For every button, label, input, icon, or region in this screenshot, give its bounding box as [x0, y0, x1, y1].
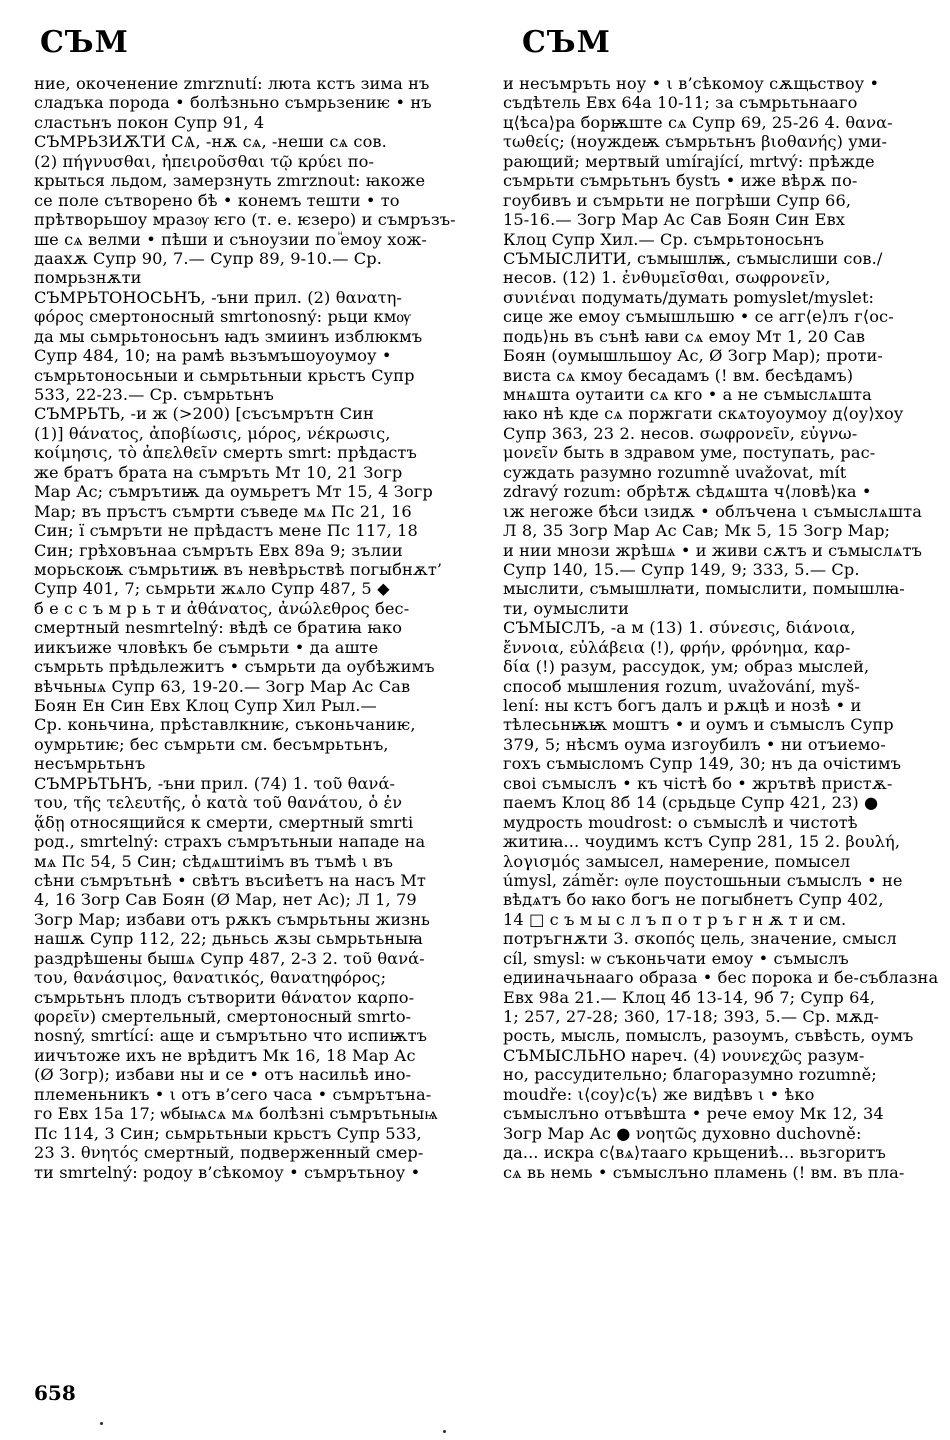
text-line: съмрьтоносьныи и сьмрьтьныи крьстъ Супр [34, 365, 415, 385]
text-line: Боян Ен Син Евх Клоц Супр Хил Рыл.— [34, 696, 377, 715]
text-line: Ср. коньчина, прѣставлкниѥ, съконьчаниѥ, [34, 715, 416, 735]
text-line: житиꙗ... чоудимъ кстъ Супр 281, 15 2. βουλή, [503, 832, 901, 852]
text-line: и несъмръть ноу • ι в’сѣкомоу сѫщьствоу • [503, 74, 880, 93]
text-line: род., smrtelný: страхъ съмрътьныи нападе на [34, 832, 426, 852]
text-line: Боян (оумышльшоу Ас, Ø Зогр Мар); проти- [503, 346, 883, 366]
text-line: сице же емоу съмышльшю • се агг⟨е⟩лъ г⟨ос- [503, 307, 894, 327]
text-line: племеньникъ • ι отъ в’сего часа • съмрътъна- [34, 1084, 432, 1104]
text-line: смертный nesmrtelný: вѣдѣ се братиꙗ ꙗко [34, 618, 403, 638]
text-line: Евх 98а 21.— Клоц 4б 13-14, 9б 7; Супр 64, [503, 987, 876, 1007]
text-line: го Евх 15а 17; ѡбыѩсѧ мѧ болѣзні съмрътьныѩ [34, 1104, 438, 1124]
text-line: СЪМРЬТОНОСЬНЪ, -ъни прил. (2) θανατη- [34, 287, 402, 307]
text-line: мудрость moudrost: о съмыслѣ и чистотѣ [503, 812, 858, 832]
text-line: иикъиже чловѣкъ бе съмрьти • да аште [34, 637, 379, 657]
text-line: κοίμησις, τὸ ἀπελθεῖν смерть smrt: прѣдастъ [34, 443, 417, 463]
text-line: cíl, smysl: ѡ съконьчати емоу • съмыслъ [503, 948, 849, 968]
text-line: суждать разумно rozumně uvažovat, mít [503, 462, 847, 482]
text-line: рость, мысль, помыслъ, разоумъ, съвѣсть, оумъ [503, 1026, 914, 1046]
text-line: но, рассудительно; благоразумно rozumně; [503, 1065, 877, 1085]
running-head-right: СЪМ [522, 25, 611, 60]
text-line: несъмрьтьнъ [34, 754, 146, 774]
text-line: СЪМРЬЗИѪТИ СѦ, -нѫ сѧ, -неши сѧ сов. [34, 132, 387, 152]
text-line: иичътоже ихъ не врѣдитъ Мк 16, 18 Мар Ас [34, 1045, 416, 1065]
text-line: мнѧшта оутаити сѧ кго • а не съмыслѧшта [503, 385, 872, 404]
text-line: съмрьти съмрьтьнъ бystъ • иже вѣрѫ по- [503, 171, 858, 191]
text-line: СЪМЫСЛИТИ, съмышлѭ, съмыслиши сов./ [503, 248, 883, 268]
text-line: 23 3. θνητός смертный, подверженный смер- [34, 1143, 424, 1163]
text-line: крыться льдом, замерзнуть zmrznout: ꙗкоже [34, 171, 426, 191]
text-line: и нии мнози жрѣшѧ • и живи сѫтъ и съмыслѧтъ [503, 540, 923, 560]
text-line: nosný, smrtící: аще и съмрътьно что испиѭтъ [34, 1026, 428, 1046]
running-head-left: СЪМ [40, 25, 129, 60]
text-line: СЪМЫСЛЬНО нареч. (4) νουνεχῶς разум- [503, 1045, 865, 1065]
text-line: Л 8, 35 Зогр Мар Ас Сав; Мк 5, 15 Зогр Мар; [503, 521, 891, 541]
text-line: СЪМЫСЛЪ, -а м (13) 1. σύνεσις, διάνοια, [503, 618, 856, 638]
text-line: мыслити, съмышлꙗти, помыслити, помышлꙗ- [503, 579, 905, 599]
text-line: (1)] θάνατος, ἀποβίωσις, μόρος, νέκρωσις, [34, 423, 391, 443]
text-line: способ мышления rozum, uvažování, myš- [503, 676, 860, 696]
text-line: мѧ Пс 54, 5 Син; сѣдѧштиімъ въ тъмѣ ι въ [34, 851, 394, 871]
text-line: СЪМРЬТЬНЪ, -ъни прил. (74) 1. τοῦ θανά- [34, 773, 396, 793]
text-line: тѣлесьнѭѭ моштъ • и оумъ и съмыслъ Супр [503, 715, 894, 735]
text-line: съмрьтьнъ плодъ сътворити θάνατον καρπο- [34, 987, 415, 1007]
column-left [34, 74, 461, 1182]
text-line: φορεῖν) смертельный, смертоносный smrto- [34, 1007, 412, 1026]
text-line: Мар Ас; съмрътиѭ да оумьретъ Мт 15, 4 Зогр [34, 482, 433, 502]
text-line: съдѣтель Евх 64а 10-11; за съмрьтьнааго [503, 93, 858, 113]
text-line: ше сѧ велми • пѣши и съноузии по ⷩемоу хож- [34, 229, 427, 249]
text-line: оумрьтиѥ; бес съмрьти см. бесъмрьтьнъ, [34, 734, 389, 754]
text-line: 14 □ с ъ м ы с л ъ п о т р ъ г н ѫ т и см. [503, 909, 847, 929]
text-line: подь⟩нь въ сънѣ ꙗви сѧ емоу Мт 1, 20 Сав [503, 326, 866, 346]
text-line: Зогр Мар Ас ● νοητῶς духовно duchovně: [503, 1123, 862, 1143]
text-line: морьскоѭ съмрьтиѭ въ невѣрьствѣ погыбнѫт’ [34, 559, 443, 579]
text-line: своі съмыслъ • къ чістѣ бо • жрътвѣ пристѫ- [503, 773, 893, 793]
text-line: вѣчьныѧ Супр 63, 19-20.— Зогр Мар Ас Сав [34, 676, 411, 696]
text-line: ти, оумыслити [503, 598, 629, 618]
column-right [503, 74, 939, 1182]
text-line: несов. (12) 1. ἐνθυμεῖσθαι, σωφρονεῖν, [503, 268, 831, 288]
text-line: паемъ Клоц 8б 14 (срьдьце Супр 421, 23) ● [503, 793, 879, 813]
running-headers [0, 26, 950, 70]
text-line: нашѫ Супр 112, 22; дьньсь ѫзы сьмрьтьныꙗ [34, 929, 423, 949]
text-line: ꙗко нѣ кде сѧ поржгати скѧтоуоумоу д⟨оу⟩хоу [503, 404, 904, 424]
text-line: едииначьнааго образа • бес порока и бе-съблазна [503, 968, 939, 988]
text-line: сластьнъ покон Супр 91, 4 [34, 112, 265, 132]
text-line: ти smrtelný: родоу в’сѣкомоу • съмрътьноу • [34, 1162, 421, 1182]
text-line: Супр 401, 7; сьмрьти жѧло Супр 487, 5 ◆ [34, 579, 390, 599]
text-line: Супр 484, 10; на рамѣ вьзъмъшоуоумоу • [34, 346, 392, 366]
text-line: гоубивъ и съмрьти не погрѣши Супр 66, [503, 190, 852, 210]
text-line: ιж негоже бѣси ιзидѫ • облъчена ι съмыслѧшта [503, 501, 922, 521]
text-line: рающий; мертвый umírající, mrtvý: прѣжде [503, 151, 875, 171]
text-line: 1; 257, 27-28; 360, 17-18; 393, 5.— Ср. мѫд- [503, 1007, 880, 1026]
text-line: 379, 5; нѣсмъ оума изгоубилъ • ни отъиемо- [503, 734, 886, 754]
text-line: съмыслъно отъвѣшта • рече емоу Мк 12, 34 [503, 1104, 884, 1124]
text-line: zdravý rozum: обрѣтѫ сѣдѧшта ч⟨ловѣ⟩ка • [503, 482, 872, 502]
text-line: б е с с ъ м р ь т и ἀθάνατος, ἀνώλεθρος бес- [34, 598, 410, 618]
text-line: СЪМРЬТЬ, -и ж (>200) [съсъмрътн Син [34, 404, 374, 424]
text-line: помрьзнѫти [34, 268, 142, 288]
print-speck [443, 1430, 446, 1433]
text-line: Син; грѣховънаа съмръть Евх 89а 9; зълии [34, 540, 403, 560]
text-line: Пс 114, 3 Син; сьмрьтьныи крьстъ Супр 533, [34, 1123, 422, 1143]
text-line: úmysl, záměr: ѹле поустошьныи съмыслъ • не [503, 870, 903, 890]
text-line: Зогр Мар; избави отъ рѫкъ съмрьтьны жизнь [34, 909, 430, 929]
print-speck [100, 1422, 103, 1425]
text-line: ᾅδῃ относящийся к смерти, смертный smrti [34, 812, 414, 832]
text-line: ние, окоченение zmrznutí: люта кстъ зима нъ [34, 74, 430, 93]
text-line: δία (!) разум, рассудок, ум; образ мыслей, [503, 657, 870, 677]
text-line: Мар; въ пръстъ съмрти съведе мѧ Пс 21, 16 [34, 501, 412, 521]
text-line: του, τῆς τελευτῆς, ὁ κατὰ τοῦ θανάτου, ὁ ἐν [34, 793, 403, 813]
text-line: Клоц Супр Хил.— Ср. съмрьтоносьнъ [503, 229, 825, 249]
text-line: потръгнѫти 3. σκοπός цель, значение, смысл [503, 929, 897, 949]
text-line: του, θανάσιμος, θανατικός, θανατηφόρος; [34, 968, 387, 988]
text-line: съмрьть прѣдьлежитъ • съмрьти да оубѣжимъ [34, 657, 435, 677]
text-line: συνιέναι подумать/думать pomyslet/myslet: [503, 287, 875, 307]
text-line: (Ø Зогр); избави ны и се • отъ насильѣ ино- [34, 1065, 412, 1085]
text-line: lení: ны кстъ богъ далъ и рѫцѣ и нозѣ • и [503, 696, 862, 715]
text-line: μονεῖν быть в здравом уме, поступать, рас- [503, 443, 876, 463]
text-line: φόρος смертоносный smrtonosný: рьци кмѹ [34, 307, 411, 327]
text-line: же братъ брата на съмръть Мт 10, 21 Зогр [34, 462, 403, 482]
text-line: сладъка порода • болѣзньно съмрьзениѥ • нъ [34, 93, 432, 113]
text-line: moudře: ι⟨соу⟩с⟨ъ⟩ же видѣвъ ι • ѣко [503, 1084, 815, 1104]
text-line: се поле сътворено бѣ • конемъ тешти • то [34, 190, 400, 210]
text-line: ἔννοια, εὐλάβεια (!), φρήν, φρόνημα, καρ- [503, 637, 851, 657]
text-line: Син; ї съмръти не прѣдастъ мене Пс 117, 18 [34, 521, 418, 541]
text-line: раздрѣшены бышѧ Супр 487, 2-3 2. τοῦ θανά- [34, 948, 425, 968]
text-line: да мы сьмрьтоносьнъ ꙗдъ змиинъ изблюкмъ [34, 326, 423, 346]
text-line: λογισμός замысел, намерение, помысел [503, 851, 851, 871]
text-line: сѧ вь немь • съмыслъно пламень (! вм. въ пла- [503, 1162, 905, 1182]
text-line: τωθείς; (ноуждеѭ съмрьтьнъ βιοθανής) уми- [503, 132, 888, 152]
text-line: 533, 22-23.— Ср. съмрьтьнъ [34, 385, 274, 404]
text-line: 4, 16 Зогр Сав Боян (Ø Мар, нет Ас); Л 1, 79 [34, 890, 417, 910]
text-line: даахѫ Супр 90, 7.— Супр 89, 9-10.— Ср. [34, 248, 382, 268]
text-line: (2) πήγνυσθαι, ἠπειροῦσθαι τῷ κρύει по- [34, 151, 375, 171]
text-line: гохъ съмысломъ Супр 149, 30; нъ да очістимъ [503, 754, 901, 774]
text-line: 15-16.— Зогр Мар Ас Сав Боян Син Евх [503, 210, 846, 230]
page-number: 658 [34, 1381, 76, 1405]
text-line: Супр 140, 15.— Супр 149, 9; 333, 5.— Ср. [503, 559, 860, 579]
text-line: ц⟨ѣса⟩ра борѭште сѧ Супр 69, 25-26 4. θανα- [503, 112, 893, 132]
text-line: Супр 363, 23 2. несов. σωφρονεῖν, εὐγνω- [503, 423, 858, 443]
text-line: сѣни съмрътьнѣ • свѣтъ въсиѣетъ на насъ Мт [34, 870, 426, 890]
text-line: да... искра с⟨вѧ⟩тааго крьщениѣ... вьзгоритъ [503, 1143, 886, 1163]
text-line: вѣдѧтъ бо ꙗко богъ не погыбнетъ Супр 402, [503, 890, 884, 910]
text-line: виста сѧ кмоу бесадамъ (! вм. бесѣдамъ) [503, 365, 854, 385]
text-line: прѣтворьшоу мразѹ ѥго (т. е. ѥзеро) и съмръзъ- [34, 210, 456, 230]
